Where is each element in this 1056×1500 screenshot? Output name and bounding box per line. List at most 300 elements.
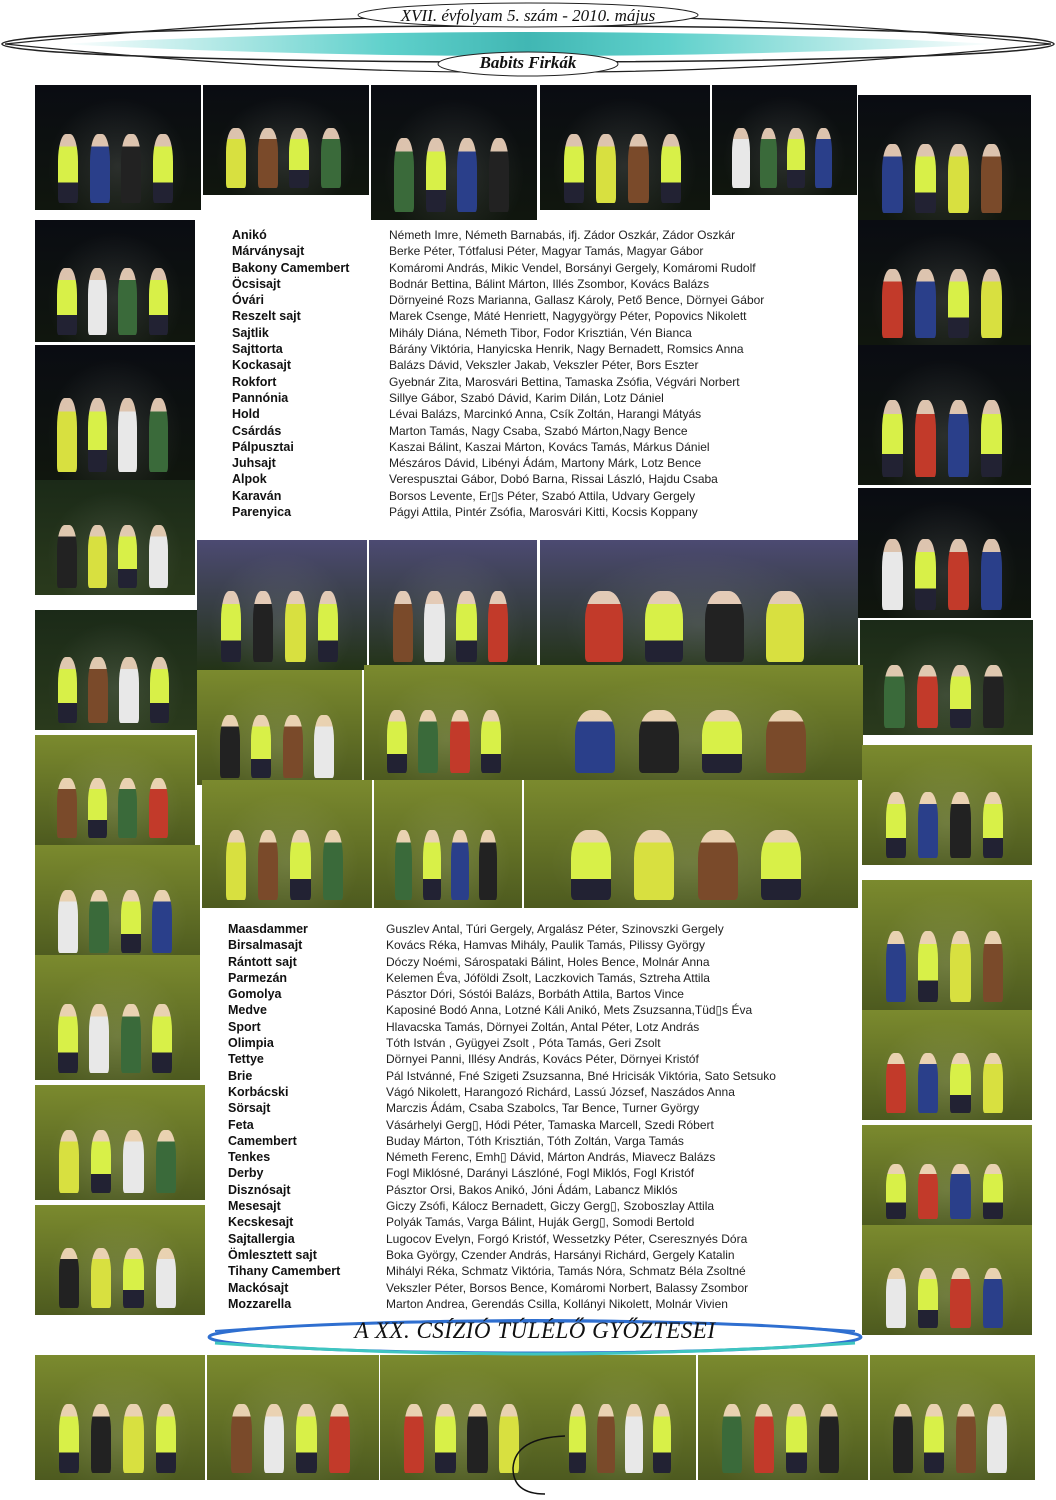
group-photo (364, 665, 529, 780)
group-photo (35, 845, 200, 960)
person-silhouette (59, 1248, 79, 1309)
person-silhouette (983, 665, 1004, 728)
person-silhouette (981, 539, 1002, 611)
team-row (228, 1035, 776, 1051)
team-name: Óvári (232, 293, 264, 308)
team-members: Marczis Ádám, Csaba Szabolcs, Tar Bence, Turner György (386, 1101, 700, 1116)
team-name: Rokfort (232, 374, 277, 389)
person-silhouette (426, 138, 446, 212)
person-silhouette (956, 1404, 976, 1473)
team-name: Gomolya (228, 987, 282, 1002)
person-silhouette (882, 144, 903, 213)
person-silhouette (653, 1404, 671, 1473)
person-silhouette (58, 1004, 78, 1073)
person-silhouette (91, 1404, 111, 1473)
person-silhouette (732, 128, 749, 189)
person-silhouette (226, 830, 246, 900)
person-silhouette (481, 710, 501, 773)
team-members: Buday Márton, Tóth Krisztián, Tóth Zoltán, Varga Tamás (386, 1133, 684, 1148)
team-row (228, 954, 776, 970)
group-photo (862, 1125, 1032, 1225)
person-silhouette (950, 1053, 970, 1114)
team-members: Mészáros Dávid, Libényi Ádám, Martony Márk, Lotz Bence (389, 456, 702, 471)
person-silhouette (314, 715, 334, 778)
team-name: Anikó (232, 228, 267, 242)
team-members: Boka György, Czender András, Harsányi Richárd, Gergely Katalin (386, 1247, 735, 1262)
team-row (228, 937, 776, 953)
group-photo (862, 880, 1032, 1010)
team-list-bottom (228, 921, 776, 1312)
team-name: Ömlesztett sajt (228, 1247, 317, 1262)
group-photo (524, 780, 858, 908)
group-photo (35, 1355, 205, 1480)
team-row (232, 341, 764, 357)
team-name: Medve (228, 1003, 267, 1018)
group-photo (197, 670, 362, 785)
team-row (228, 1280, 776, 1296)
group-photo (528, 665, 863, 780)
person-silhouette (121, 134, 141, 203)
team-members: Berke Péter, Tótfalusi Péter, Magyar Tamás, Magyar Gábor (389, 244, 704, 259)
group-photo (858, 220, 1031, 345)
person-silhouette (156, 1130, 176, 1193)
person-silhouette (387, 710, 407, 773)
winners-banner-title: A XX. CSÍZIÓ TÚLÉLŐ GYŐZTESEI (354, 1318, 716, 1343)
group-photo (540, 85, 710, 210)
group-photo (369, 540, 537, 670)
person-silhouette (597, 1404, 615, 1473)
team-row (232, 243, 764, 259)
person-silhouette (118, 778, 137, 839)
group-photo (35, 1205, 205, 1315)
team-row (232, 374, 764, 390)
team-name: Bakony Camembert (232, 260, 350, 275)
group-photo (35, 1085, 205, 1200)
person-silhouette (754, 1404, 774, 1473)
person-silhouette (766, 591, 804, 663)
person-silhouette (886, 792, 906, 858)
person-silhouette (983, 1164, 1003, 1219)
person-silhouette (698, 830, 738, 900)
person-silhouette (918, 1053, 938, 1114)
team-members: Lévai Balázs, Marcinkó Anna, Csík Zoltán, Harangi Mátyás (389, 407, 702, 422)
person-silhouette (149, 398, 168, 472)
team-name: Olimpia (228, 1036, 274, 1051)
person-silhouette (118, 398, 137, 472)
team-members: Vágó Nikolett, Harangozó Richárd, Lassú József, Naszádos Anna (386, 1084, 735, 1099)
person-silhouette (571, 830, 611, 900)
team-members: Dörnyei Panni, Illésy András, Kovács Péter, Dörnyei Kristóf (386, 1052, 699, 1067)
person-silhouette (149, 268, 168, 335)
person-silhouette (983, 1053, 1003, 1114)
group-photo (35, 480, 195, 595)
group-photo (35, 85, 201, 210)
team-name: Tenkes (228, 1150, 271, 1165)
person-silhouette (596, 134, 616, 203)
team-row (232, 423, 764, 439)
team-members: Hlavacska Tamás, Dörnyei Zoltán, Antal Péter, Lotz András (386, 1019, 700, 1034)
team-members: Kaszai Bálint, Kaszai Márton, Kovács Tamás, Márkus Dániel (389, 439, 710, 454)
team-name: Disznósajt (228, 1182, 291, 1197)
group-photo (698, 1355, 868, 1480)
person-silhouette (882, 269, 903, 338)
team-members: Verespusztai Gábor, Dobó Barna, Rissai László, Hajdu Csaba (389, 472, 718, 487)
person-silhouette (423, 830, 441, 900)
person-silhouette (88, 268, 107, 335)
team-members: Bodnár Bettina, Bálint Márton, Illés Zsombor, Kovács Balázs (389, 276, 710, 291)
team-row (232, 471, 764, 487)
person-silhouette (321, 128, 341, 189)
person-silhouette (815, 128, 832, 189)
person-silhouette (787, 128, 804, 189)
person-silhouette (918, 931, 938, 1003)
team-row (232, 325, 764, 341)
group-photo (374, 780, 522, 908)
person-silhouette (983, 931, 1003, 1003)
team-members: Mihályi Réka, Schmatz Viktória, Tamás Nóra, Schmatz Béla Zsoltné (386, 1264, 746, 1279)
team-name: Reszelt sajt (232, 309, 301, 324)
person-silhouette (450, 710, 470, 773)
person-silhouette (88, 398, 107, 472)
team-members: Dörnyeiné Rozs Marianna, Gallasz Károly, Pető Bence, Dörnyei Gábor (389, 293, 765, 308)
team-list-top (232, 227, 764, 520)
team-members: Giczy Zsófi, Kálocz Bernadett, Giczy Gerg▯, Szoboszlay Attila (386, 1199, 715, 1214)
team-members: Fogl Miklósné, Darányi Lászlóné, Fogl Miklós, Fogl Kristóf (386, 1166, 695, 1181)
person-silhouette (886, 931, 906, 1003)
person-silhouette (156, 1248, 176, 1309)
person-silhouette (57, 778, 76, 839)
team-row (232, 439, 764, 455)
person-silhouette (950, 1268, 970, 1329)
team-row (232, 390, 764, 406)
person-silhouette (950, 931, 970, 1003)
person-silhouette (819, 1404, 839, 1473)
person-silhouette (91, 1130, 111, 1193)
person-silhouette (786, 1404, 806, 1473)
team-name: Mesesajt (228, 1199, 281, 1214)
person-silhouette (283, 715, 303, 778)
team-row (232, 260, 764, 276)
person-silhouette (91, 1248, 111, 1309)
person-silhouette (950, 665, 971, 728)
person-silhouette (88, 778, 107, 839)
person-silhouette (456, 591, 476, 663)
team-row (228, 921, 776, 937)
team-members: Németh Imre, Németh Barnabás, ifj. Zádor Oszkár, Zádor Oszkár (389, 228, 736, 242)
team-members: Vekszler Péter, Borsos Bence, Komáromi Norbert, Balassy Zsombor (386, 1280, 749, 1295)
person-silhouette (395, 830, 413, 900)
team-row (232, 504, 764, 520)
person-silhouette (761, 830, 801, 900)
team-row (228, 986, 776, 1002)
person-silhouette (149, 525, 168, 588)
person-silhouette (221, 591, 241, 663)
team-row (228, 1247, 776, 1263)
person-silhouette (258, 128, 278, 189)
person-silhouette (915, 144, 936, 213)
person-silhouette (705, 591, 743, 663)
team-members: Guszlev Antal, Túri Gergely, Argalász Péter, Szinovszki Gergely (386, 922, 724, 936)
person-silhouette (645, 591, 683, 663)
person-silhouette (915, 269, 936, 338)
person-silhouette (88, 657, 107, 723)
team-members: Pál Istvánné, Fné Szigeti Zsuzsanna, Bné Hricisák Viktória, Sato Setsuko (386, 1068, 776, 1083)
person-silhouette (981, 400, 1002, 477)
team-members: Lugocov Evelyn, Forgó Kristóf, Wessetzky Péter, Cseresznyés Dóra (386, 1231, 748, 1246)
team-members: Balázs Dávid, Vekszler Jakab, Vekszler Péter, Bors Eszter (389, 358, 699, 373)
team-row (232, 488, 764, 504)
team-row (232, 227, 764, 243)
group-photo (371, 85, 537, 220)
person-silhouette (296, 1404, 317, 1473)
team-row (228, 1231, 776, 1247)
team-members: Pásztor Orsi, Bakos Anikó, Jóni Ádám, Labancz Miklós (386, 1182, 678, 1197)
team-name: Maasdammer (228, 922, 308, 936)
team-name: Sport (228, 1019, 261, 1034)
team-name: Alpok (232, 472, 267, 487)
team-members: Mihály Diána, Németh Tibor, Fodor Krisztián, Vén Bianca (389, 325, 692, 340)
team-row (232, 406, 764, 422)
person-silhouette (251, 715, 271, 778)
group-photo (858, 95, 1031, 220)
person-silhouette (634, 830, 674, 900)
team-name: Sajttorta (232, 342, 283, 357)
person-silhouette (89, 1004, 109, 1073)
person-silhouette (59, 1130, 79, 1193)
person-silhouette (575, 710, 615, 773)
team-row (228, 970, 776, 986)
person-silhouette (722, 1404, 742, 1473)
person-silhouette (479, 830, 497, 900)
person-silhouette (948, 144, 969, 213)
person-silhouette (90, 134, 110, 203)
issue-line: XVII. évfolyam 5. szám - 2010. május (400, 6, 656, 25)
team-name: Parenyica (232, 505, 292, 520)
person-silhouette (424, 591, 444, 663)
team-name: Brie (228, 1068, 253, 1083)
person-silhouette (457, 138, 477, 212)
team-members: Bárány Viktória, Hanyicska Henrik, Nagy Bernadett, Romsics Anna (389, 342, 744, 357)
person-silhouette (628, 134, 648, 203)
team-name: Sajtlik (232, 325, 269, 340)
person-silhouette (882, 400, 903, 477)
publication-name: Babits Firkák (479, 53, 577, 72)
person-silhouette (59, 1404, 79, 1473)
group-photo (203, 85, 369, 195)
team-name: Kockasajt (232, 358, 292, 373)
person-silhouette (393, 591, 413, 663)
team-name: Márványsajt (232, 244, 305, 259)
person-silhouette (948, 269, 969, 338)
team-name: Csárdás (232, 423, 282, 438)
person-silhouette (915, 400, 936, 477)
person-silhouette (981, 144, 1002, 213)
team-row (232, 357, 764, 373)
person-silhouette (625, 1404, 643, 1473)
team-members: Komáromi András, Mikic Vendel, Borsányi Gergely, Komáromi Rudolf (389, 260, 756, 275)
group-photo (862, 1225, 1032, 1335)
person-silhouette (149, 778, 168, 839)
team-members: Dóczy Noémi, Sárospataki Bálint, Holes Bence, Molnár Anna (386, 954, 710, 969)
person-silhouette (394, 138, 414, 212)
person-silhouette (58, 657, 77, 723)
person-silhouette (418, 710, 438, 773)
team-row (232, 292, 764, 308)
person-silhouette (253, 591, 273, 663)
team-name: Karaván (232, 488, 282, 503)
team-row (228, 1068, 776, 1084)
person-silhouette (760, 128, 777, 189)
person-silhouette (585, 591, 623, 663)
person-silhouette (983, 792, 1003, 858)
team-members: Marton Andrea, Gerendás Csilla, Kollányi Nikolett, Molnár Vivien (386, 1296, 728, 1311)
group-photo (207, 1355, 379, 1480)
team-members: Kelemen Éva, Jóföldi Zsolt, Laczkovich Tamás, Sztreha Attila (386, 970, 710, 985)
person-silhouette (702, 710, 742, 773)
person-silhouette (318, 591, 338, 663)
person-silhouette (918, 1268, 938, 1329)
person-silhouette (987, 1404, 1007, 1473)
team-name: Tettye (228, 1052, 264, 1067)
person-silhouette (983, 1268, 1003, 1329)
person-silhouette (289, 128, 309, 189)
person-silhouette (57, 268, 76, 335)
team-name: Mackósajt (228, 1280, 289, 1295)
team-members: Polyák Tamás, Varga Bálint, Huják Gerg▯, Somodi Bertold (386, 1215, 695, 1230)
team-row (228, 1002, 776, 1018)
person-silhouette (886, 1053, 906, 1114)
team-name: Hold (232, 407, 260, 422)
team-members: Kovács Réka, Hamvas Mihály, Paulik Tamás, Pilissy György (386, 938, 705, 953)
team-row (228, 1182, 776, 1198)
person-silhouette (89, 890, 109, 953)
person-silhouette (285, 591, 305, 663)
person-silhouette (329, 1404, 350, 1473)
team-name: Rántott sajt (228, 954, 297, 969)
person-silhouette (123, 1248, 143, 1309)
person-silhouette (886, 1164, 906, 1219)
team-name: Sajtallergia (228, 1231, 295, 1246)
team-row (228, 1084, 776, 1100)
person-silhouette (451, 830, 469, 900)
person-silhouette (123, 1404, 143, 1473)
group-photo (197, 540, 367, 670)
person-silhouette (152, 890, 172, 953)
team-members: Németh Ferenc, Emh▯ Dávid, Márton András, Miavecz Balázs (386, 1150, 716, 1165)
team-name: Derby (228, 1166, 264, 1181)
person-silhouette (489, 138, 509, 212)
group-photo (862, 745, 1032, 865)
team-name: Camembert (228, 1133, 297, 1148)
team-members: Pásztor Dóri, Sóstói Balázs, Borbáth Attila, Bartos Vince (386, 987, 684, 1002)
person-silhouette (88, 525, 107, 588)
team-members: Vásárhelyi Gerg▯, Hódi Péter, Tamaska Marcell, Szedi Róbert (386, 1117, 714, 1132)
person-silhouette (121, 1004, 141, 1073)
team-row (228, 1149, 776, 1165)
person-silhouette (950, 1164, 970, 1219)
person-silhouette (661, 134, 681, 203)
group-photo (540, 540, 858, 670)
person-silhouette (153, 134, 173, 203)
group-photo (35, 735, 195, 845)
person-silhouette (119, 657, 138, 723)
person-silhouette (488, 591, 508, 663)
team-members: Sillye Gábor, Szabó Dávid, Karim Dilán, Lotz Dániel (389, 390, 664, 405)
group-photo (858, 345, 1031, 485)
group-photo (35, 220, 195, 342)
team-name: Birsalmasajt (228, 938, 303, 953)
person-silhouette (58, 134, 78, 203)
team-name: Pálpusztai (232, 439, 294, 454)
team-row (228, 1100, 776, 1116)
person-silhouette (58, 890, 78, 953)
team-name: Tihany Camembert (228, 1264, 341, 1279)
group-photo (35, 610, 197, 730)
team-name: Juhsajt (232, 456, 276, 471)
team-members: Kaposiné Bodó Anna, Lotzné Káli Anikó, Mets Zsuzsanna,Tüd▯s Éva (386, 1003, 753, 1018)
team-row (228, 1165, 776, 1181)
person-silhouette (924, 1404, 944, 1473)
person-silhouette (766, 710, 806, 773)
team-name: Parmezán (228, 970, 288, 985)
person-silhouette (639, 710, 679, 773)
team-row (228, 1263, 776, 1279)
team-name: Öcsisajt (232, 276, 281, 291)
person-silhouette (264, 1404, 285, 1473)
team-members: Gyebnár Zita, Marosvári Bettina, Tamaska Zsófia, Végvári Norbert (389, 374, 740, 389)
group-photo (870, 1355, 1035, 1480)
team-row (232, 455, 764, 471)
person-silhouette (258, 830, 278, 900)
person-silhouette (231, 1404, 252, 1473)
team-row (228, 1019, 776, 1035)
team-row (232, 276, 764, 292)
person-silhouette (323, 830, 343, 900)
group-photo (35, 345, 195, 480)
person-silhouette (435, 1404, 455, 1473)
group-photo (858, 488, 1031, 618)
person-silhouette (118, 525, 137, 588)
team-row (228, 1296, 776, 1312)
team-members: Borsos Levente, Er▯s Péter, Szabó Attila, Udvary Gergely (389, 488, 696, 503)
team-row (228, 1051, 776, 1067)
person-silhouette (57, 398, 76, 472)
page-curl-ornament (505, 1428, 575, 1498)
person-silhouette (564, 134, 584, 203)
group-photo (712, 85, 857, 195)
team-members: Tóth István , Gyügyei Zsolt , Póta Tamás, Geri Zsolt (386, 1036, 661, 1051)
person-silhouette (404, 1404, 424, 1473)
team-name: Sörsajt (228, 1101, 271, 1116)
team-row (228, 1133, 776, 1149)
team-members: Marek Csenge, Máté Henriett, Nagygyörgy Péter, Popovics Nikolett (389, 309, 747, 324)
person-silhouette (918, 792, 938, 858)
group-photo (862, 1010, 1032, 1120)
group-photo (35, 955, 200, 1080)
team-members: Págyi Attila, Pintér Zsófia, Marosvári Kitti, Kocsis Koppany (389, 505, 698, 520)
person-silhouette (156, 1404, 176, 1473)
person-silhouette (918, 1164, 938, 1219)
person-silhouette (57, 525, 76, 588)
person-silhouette (150, 657, 169, 723)
team-name: Mozzarella (228, 1296, 292, 1311)
person-silhouette (917, 665, 938, 728)
person-silhouette (893, 1404, 913, 1473)
person-silhouette (948, 539, 969, 611)
team-row (228, 1198, 776, 1214)
person-silhouette (950, 792, 970, 858)
person-silhouette (981, 269, 1002, 338)
